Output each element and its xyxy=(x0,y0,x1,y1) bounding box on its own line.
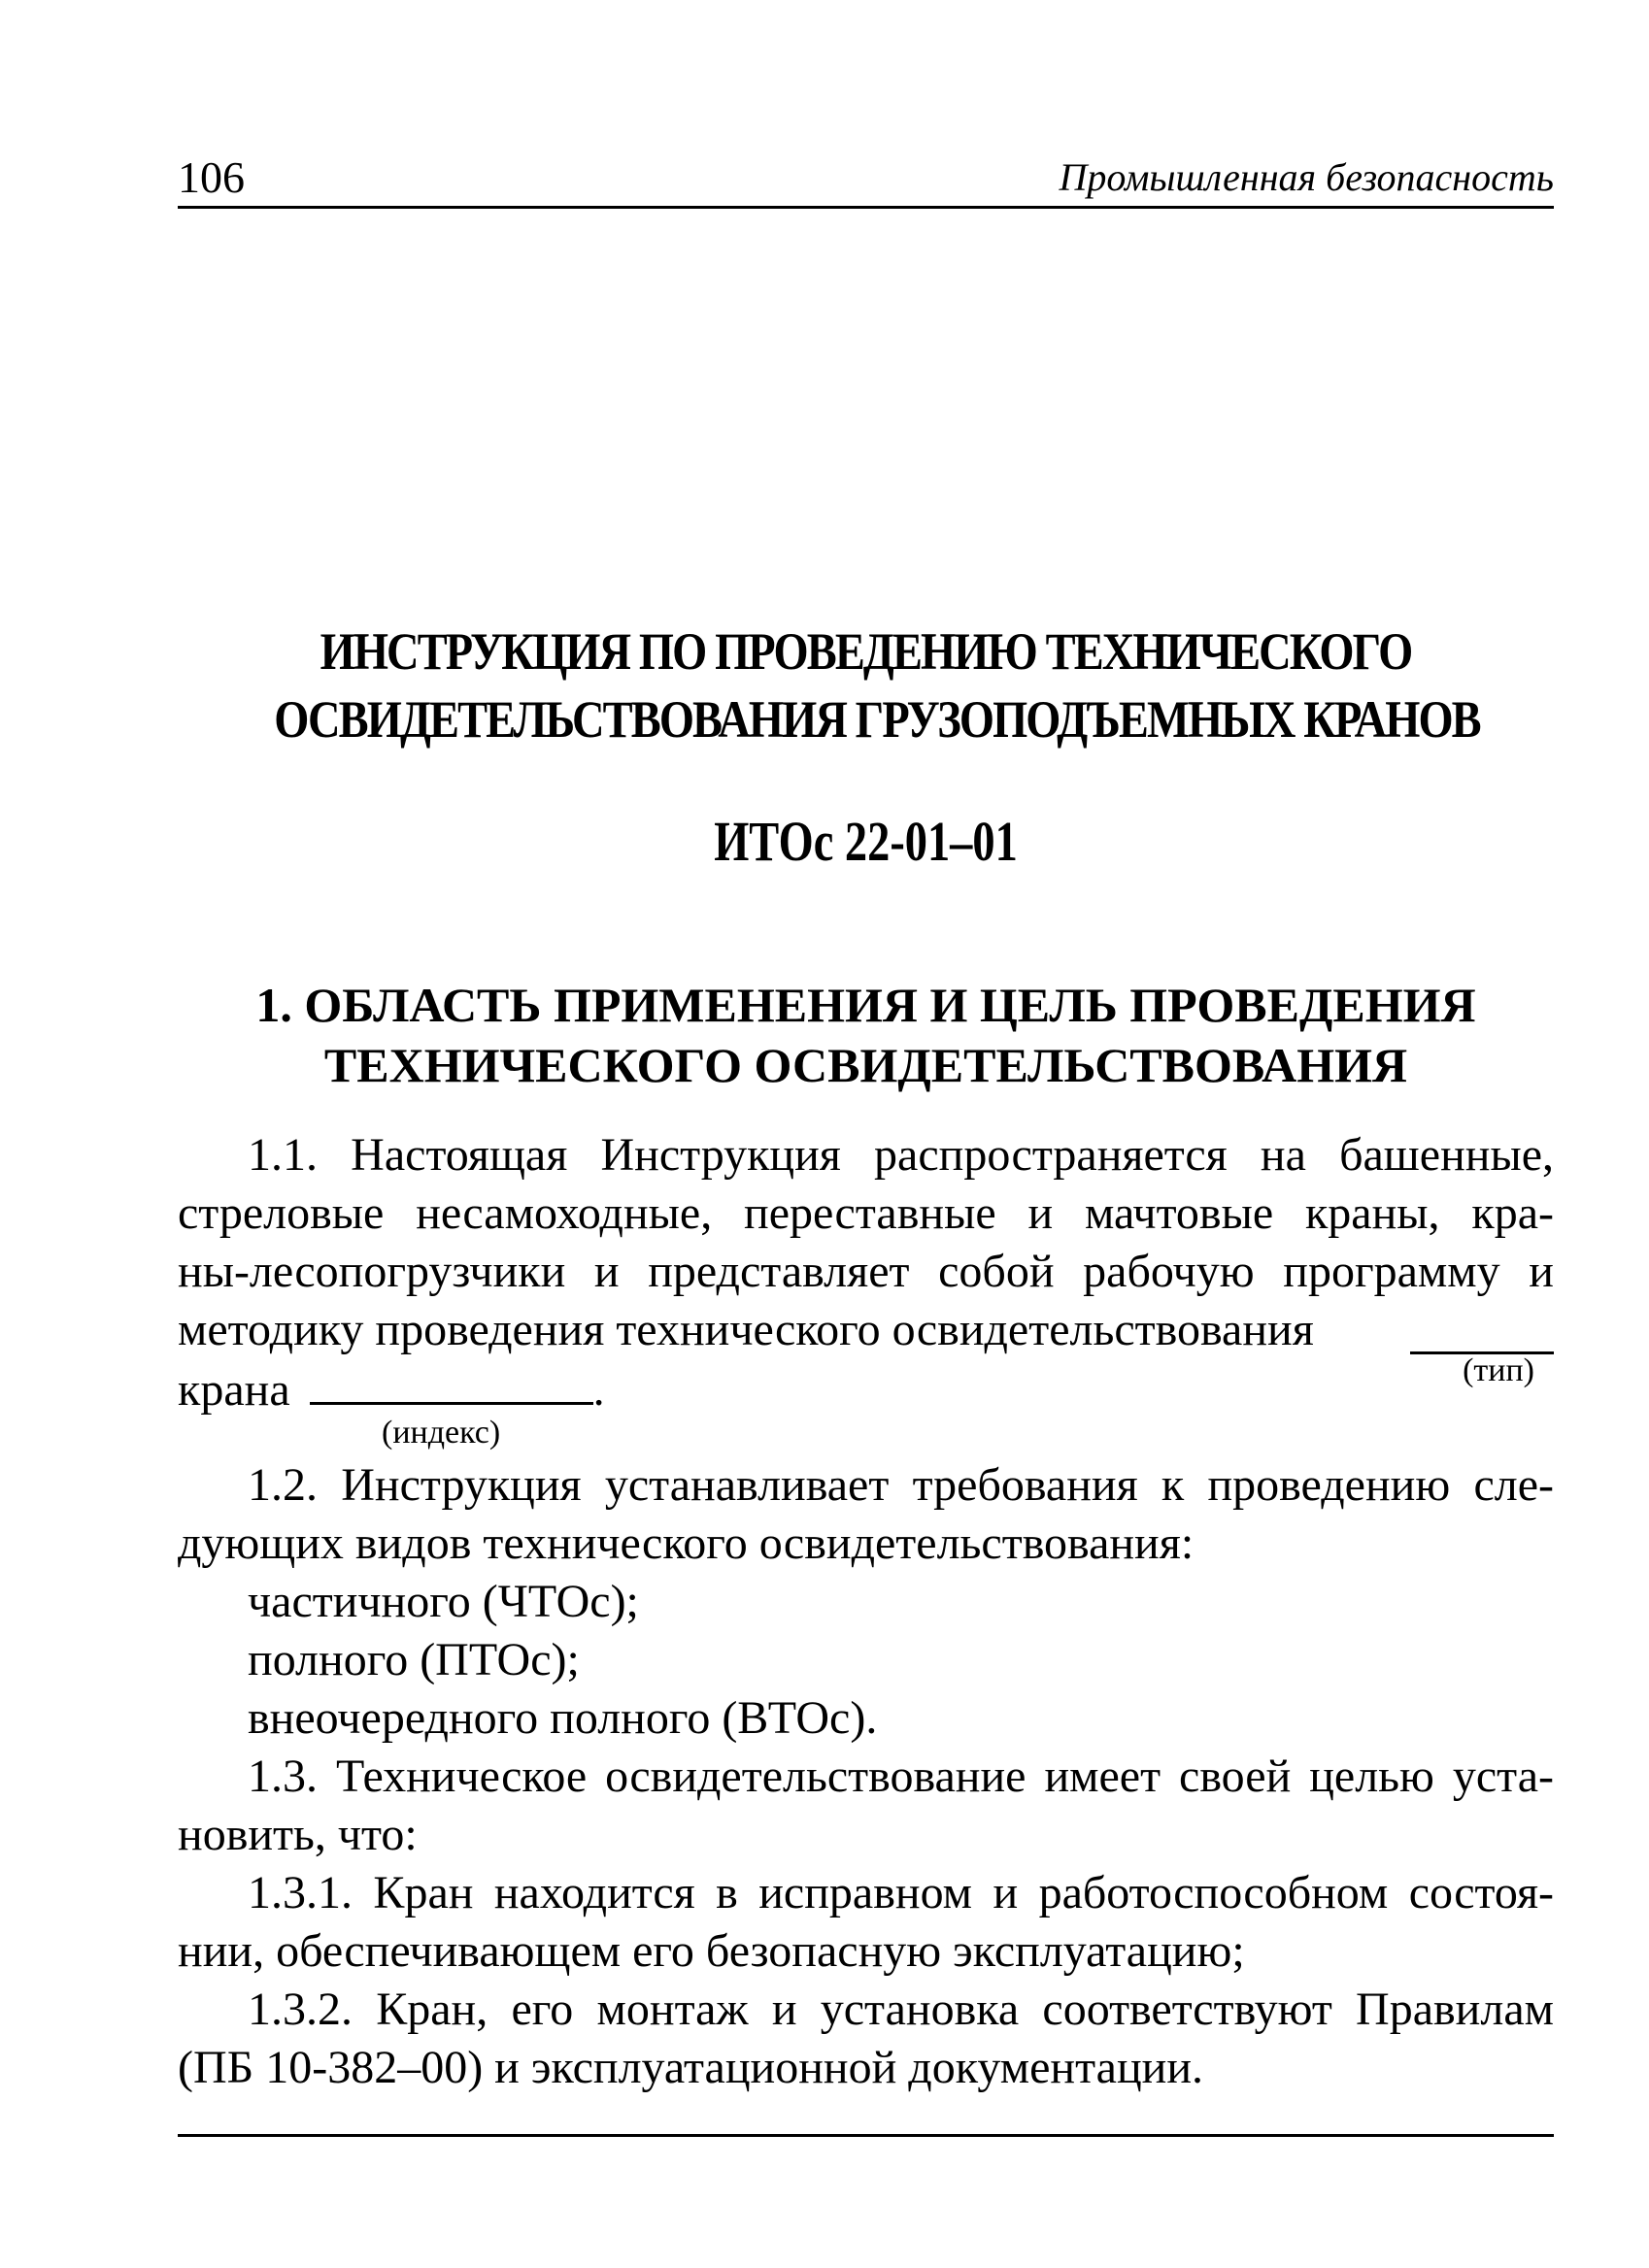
type-blank-field xyxy=(1410,1309,1554,1354)
list-item: внеочередного полного (ВТОс). xyxy=(248,1692,878,1744)
paragraph-1-1-text: методику проведения технического освидетельствования xyxy=(178,1304,1314,1355)
paragraph-1-2-line: дующих видов технического освидетельствования: xyxy=(178,1518,1195,1569)
index-blank-field xyxy=(310,1359,593,1405)
paragraph-1-1-line: 1.1. Настоящая Инструкция распространяется на башенные, xyxy=(248,1129,1554,1181)
paragraph-1-1-line: стреловые несамоходные, переставные и мачтовые краны, кра- xyxy=(178,1187,1554,1239)
page-header xyxy=(178,146,1554,209)
paragraph-1-1-line xyxy=(178,1352,1554,1418)
paragraph-1-3-2-line: (ПБ 10-382–00) и эксплуатационной документации. xyxy=(178,2042,1203,2093)
paragraph-1-3-line: новить, что: xyxy=(178,1809,418,1860)
list-item: частичного (ЧТОс); xyxy=(248,1576,639,1627)
document-title-line-1: ИНСТРУКЦИЯ ПО ПРОВЕДЕНИЮ ТЕХНИЧЕСКОГО xyxy=(320,622,1412,681)
paragraph-1-1-line: ны-лесопогрузчики и представляет собой рабочую программу и xyxy=(178,1246,1554,1297)
paragraph-1-3-1-line: нии, обеспечивающем его безопасную эксплуатацию; xyxy=(178,1925,1245,1977)
crane-word: крана xyxy=(178,1364,290,1416)
page-number: 106 xyxy=(178,152,245,202)
section-heading-line-2: ТЕХНИЧЕСКОГО ОСВИДЕТЕЛЬСТВОВАНИЯ xyxy=(323,1038,1408,1092)
sentence-end: . xyxy=(592,1364,605,1416)
list-item: полного (ПТОс); xyxy=(248,1634,580,1685)
index-label-row xyxy=(178,1415,1554,1456)
paragraph-1-3-1-line: 1.3.1. Кран находится в исправном и работоспособном состоя- xyxy=(248,1867,1554,1918)
index-label: (индекс) xyxy=(382,1415,501,1451)
running-title: Промышленная безопасность xyxy=(1059,155,1554,199)
section-heading-line-1: 1. ОБЛАСТЬ ПРИМЕНЕНИЯ И ЦЕЛЬ ПРОВЕДЕНИЯ xyxy=(255,978,1476,1032)
paragraph-1-3-line: 1.3. Техническое освидетельствование имеет своей целью уста- xyxy=(248,1751,1554,1802)
document-title-line-2: ОСВИДЕТЕЛЬСТВОВАНИЯ ГРУЗОПОДЪЕМНЫХ КРАНОВ xyxy=(274,690,1480,749)
bottom-rule xyxy=(178,2134,1554,2137)
body-text xyxy=(178,1126,1554,2097)
type-label: (тип) xyxy=(1463,1352,1534,1388)
document-code: ИТОс 22-01–01 xyxy=(714,810,1018,873)
document-title xyxy=(274,617,1480,753)
paragraph-1-3-2-line: 1.3.2. Кран, его монтаж и установка соответствуют Правилам xyxy=(248,1984,1554,2035)
paragraph-1-2-line: 1.2. Инструкция устанавливает требования к проведению сле- xyxy=(248,1459,1554,1511)
section-heading xyxy=(178,975,1554,1095)
paragraph-1-1-line xyxy=(178,1301,1554,1359)
